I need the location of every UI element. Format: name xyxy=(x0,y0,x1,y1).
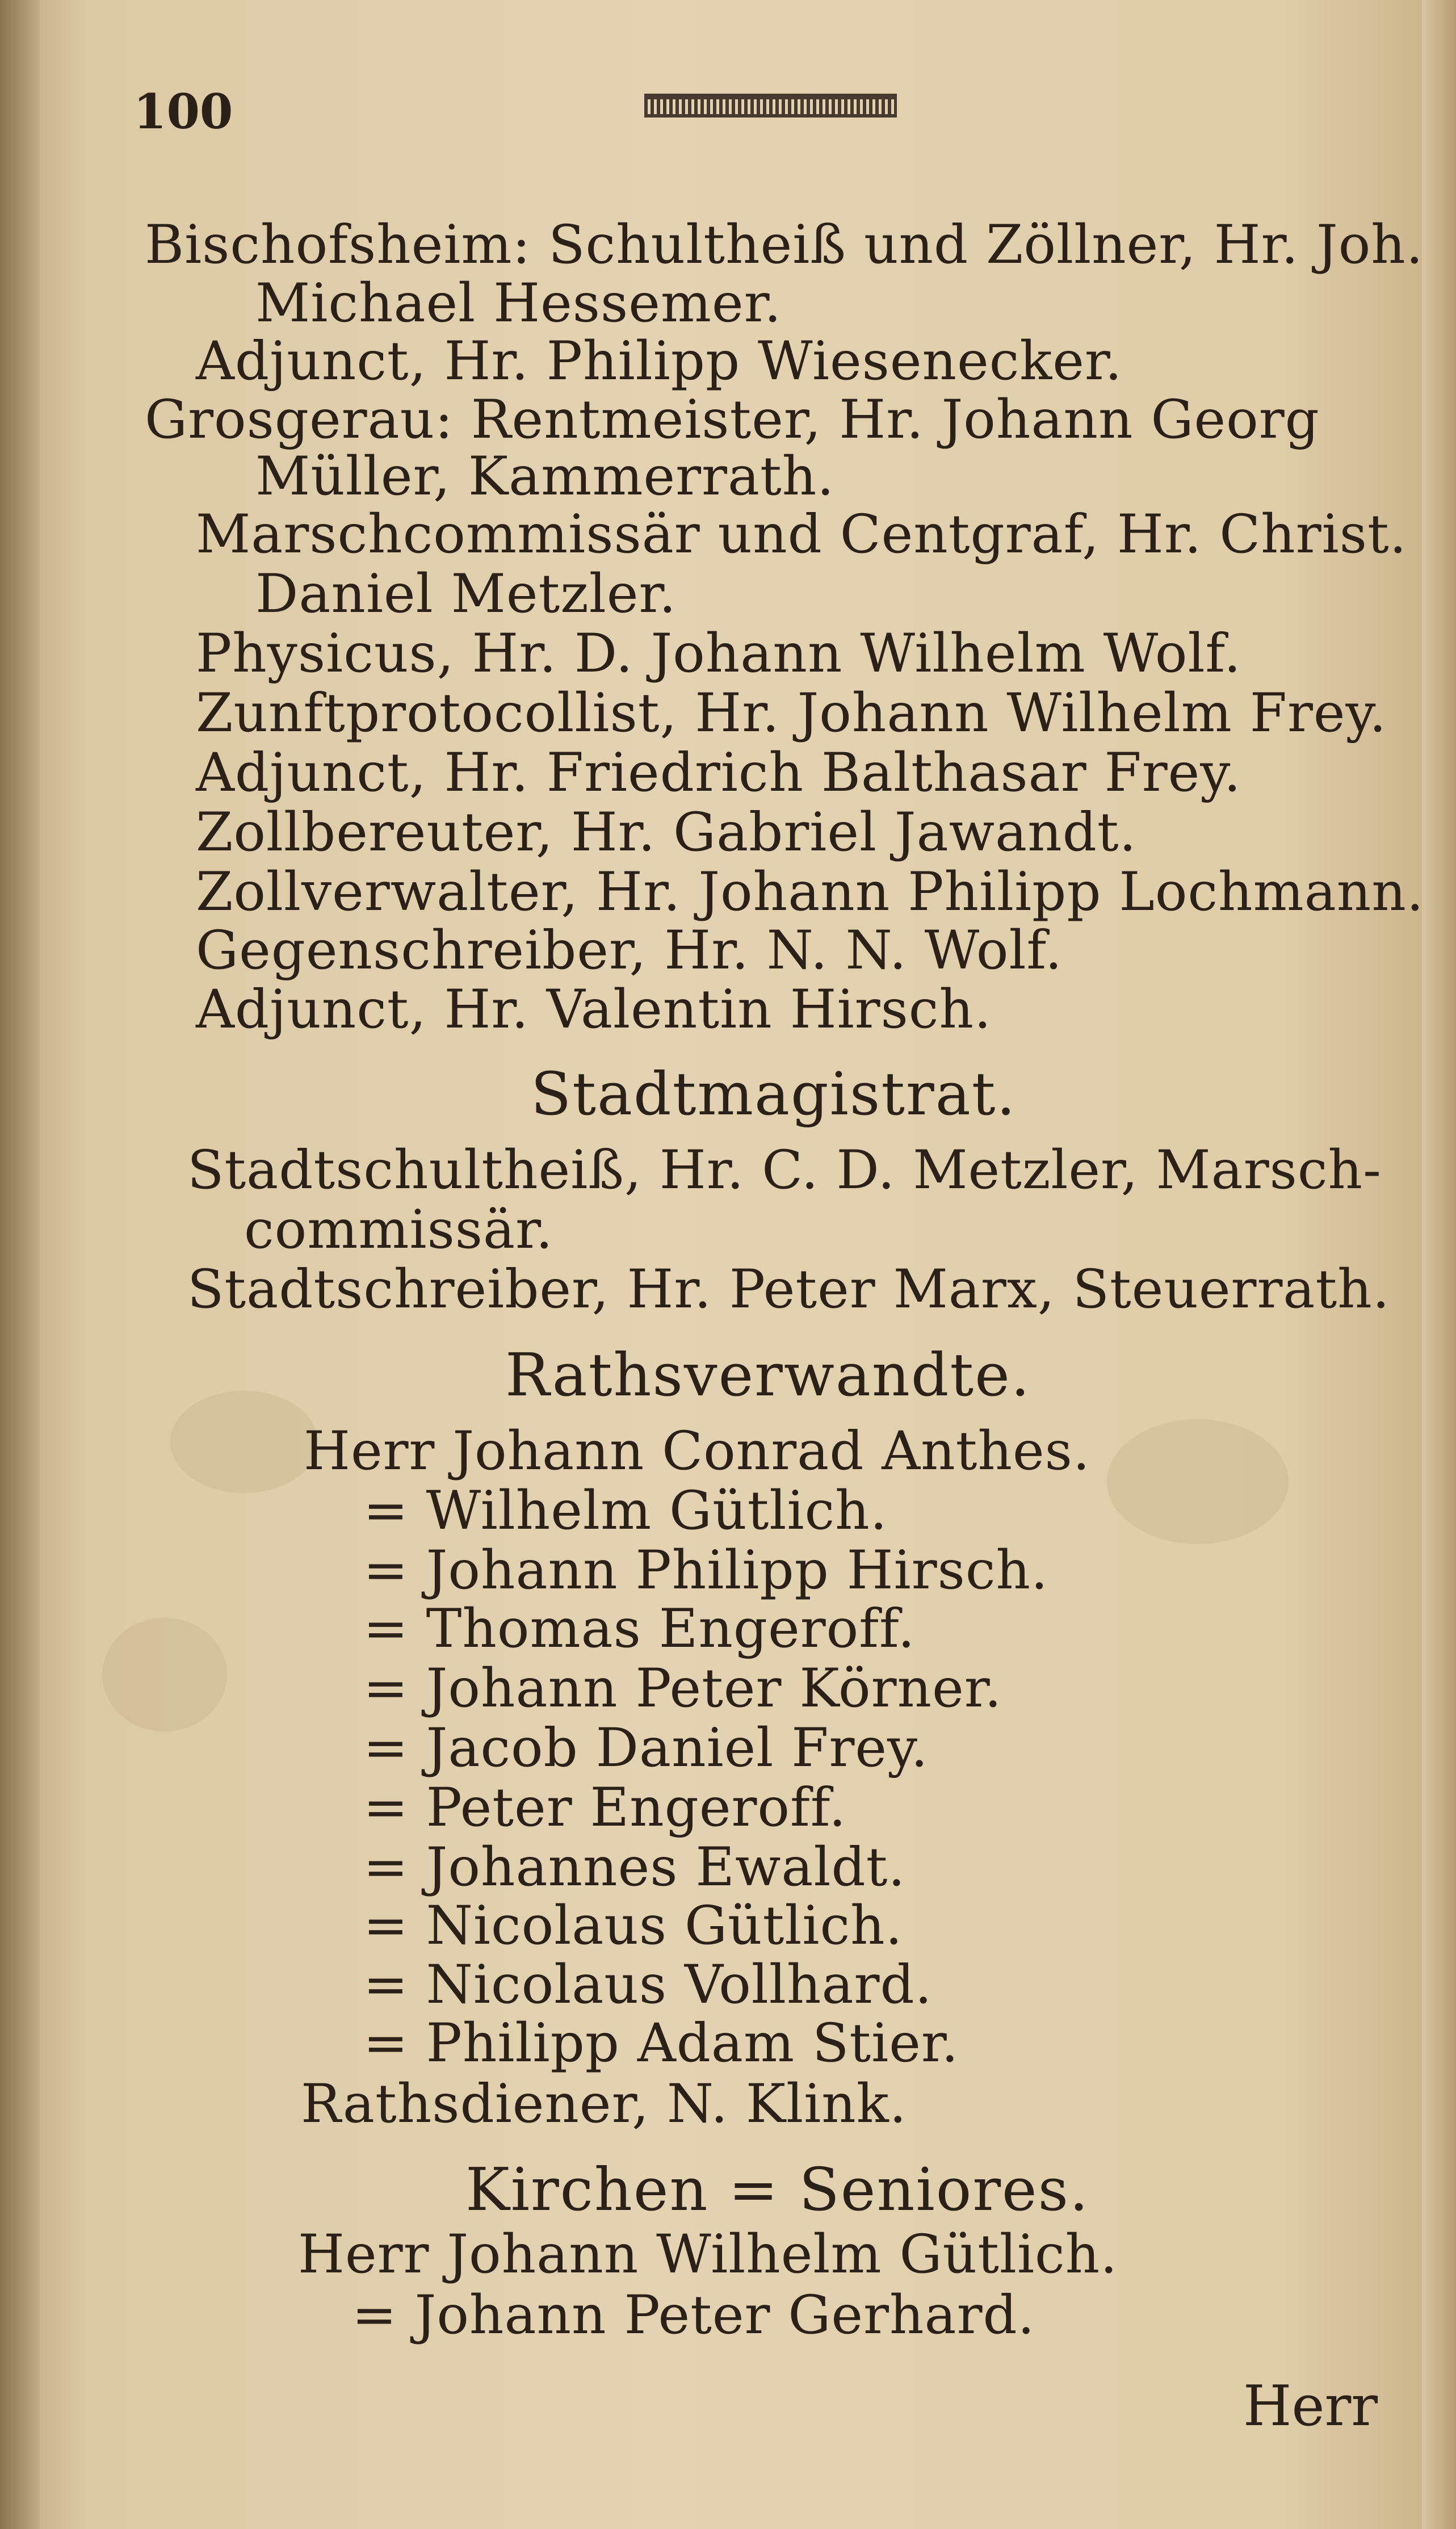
text-line: Gegenschreiber, Hr. N. N. Wolf. xyxy=(196,920,1063,982)
paper-stain xyxy=(102,1618,227,1731)
text-line: Zunftprotocollist, Hr. Johann Wilhelm Frey. xyxy=(196,682,1387,744)
text-line: Michael Hessemer. xyxy=(255,272,782,334)
page-number: 100 xyxy=(133,83,233,140)
paper-stain xyxy=(1107,1419,1289,1544)
text-line: Bischofsheim: Schultheiß und Zöllner, Hr. Joh. xyxy=(145,214,1424,276)
paper-stain xyxy=(170,1391,318,1493)
page-gutter xyxy=(0,0,40,2529)
list-item: = Nicolaus Vollhard. xyxy=(363,1954,933,2016)
list-item: = Nicolaus Gütlich. xyxy=(363,1895,903,1957)
text-line: Adjunct, Hr. Valentin Hirsch. xyxy=(196,979,992,1041)
text-line: Stadtschultheiß, Hr. C. D. Metzler, Marsch- xyxy=(187,1139,1382,1201)
text-line: Müller, Kammerrath. xyxy=(255,446,835,508)
text-line: Zollverwalter, Hr. Johann Philipp Lochmann. xyxy=(196,861,1424,923)
text-line: Zollbereuter, Hr. Gabriel Jawandt. xyxy=(196,802,1137,863)
header-rule xyxy=(644,94,897,118)
list-item: Herr Johann Conrad Anthes. xyxy=(304,1420,1090,1482)
text-line: Adjunct, Hr. Friedrich Balthasar Frey. xyxy=(196,742,1241,804)
page-edge xyxy=(1422,0,1456,2529)
list-item: Herr Johann Wilhelm Gütlich. xyxy=(298,2224,1118,2285)
list-item: = Thomas Engeroff. xyxy=(363,1598,916,1660)
section-heading: Stadtmagistrat. xyxy=(531,1059,1017,1129)
text-line: Marschcommissär und Centgraf, Hr. Christ. xyxy=(196,504,1407,565)
section-heading: Rathsverwandte. xyxy=(505,1340,1031,1410)
list-item: = Johannes Ewaldt. xyxy=(363,1836,906,1898)
text-line: Daniel Metzler. xyxy=(255,563,677,625)
text-line: commissär. xyxy=(244,1199,553,1261)
list-item: = Johann Peter Gerhard. xyxy=(352,2284,1035,2346)
list-item: = Wilhelm Gütlich. xyxy=(363,1480,888,1542)
list-item: = Peter Engeroff. xyxy=(363,1777,847,1839)
list-item: = Johann Philipp Hirsch. xyxy=(363,1540,1048,1601)
catchword: Herr xyxy=(1243,2374,1378,2439)
text-line: Grosgerau: Rentmeister, Hr. Johann Georg xyxy=(145,389,1320,451)
list-item: = Johann Peter Körner. xyxy=(363,1658,1002,1719)
text-line: Adjunct, Hr. Philipp Wiesenecker. xyxy=(196,330,1123,392)
section-heading: Kirchen = Seniores. xyxy=(465,2155,1090,2224)
text-line: Rathsdiener, N. Klink. xyxy=(301,2073,907,2135)
list-item: = Philipp Adam Stier. xyxy=(363,2012,959,2074)
text-line: Physicus, Hr. D. Johann Wilhelm Wolf. xyxy=(196,623,1241,685)
list-item: = Jacob Daniel Frey. xyxy=(363,1717,929,1779)
text-line: Stadtschreiber, Hr. Peter Marx, Steuerrath. xyxy=(187,1259,1390,1320)
